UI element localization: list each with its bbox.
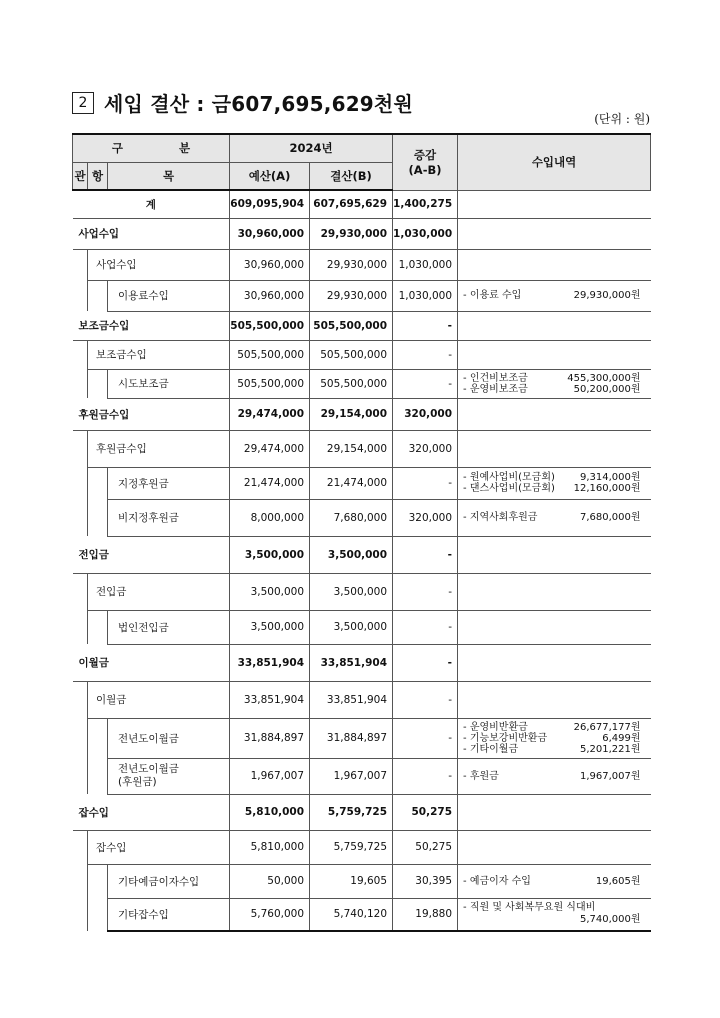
detail-name: - 인건비보조금 [463, 372, 528, 384]
header-change-label: 증감 [413, 148, 437, 163]
detail-line [463, 771, 651, 782]
header-gubun: 구 분 [73, 134, 230, 162]
details-cell [458, 430, 651, 467]
detail-amount: 5,201,221원 [579, 743, 641, 755]
detail-name: - 직원 및 사회복무요원 식대비 [463, 902, 596, 914]
settlement-cell: 33,851,904 [310, 681, 393, 718]
details-cell [458, 573, 651, 610]
total-settlement: 607,695,629 [310, 190, 393, 218]
settlement-cell: 29,930,000 [310, 280, 393, 311]
indent-cell [73, 898, 88, 931]
budget-cell: 1,967,007 [230, 758, 310, 794]
hang-label: 잡수입 [88, 830, 230, 864]
gwan-label: 이월금 [73, 644, 230, 681]
header-settlement: 결산(B) [310, 162, 393, 190]
gwan-label: 잡수입 [73, 794, 230, 830]
detail-amount: 9,314,000원 [579, 472, 641, 483]
indent-cell [73, 718, 88, 758]
detail-line [463, 744, 651, 755]
details-cell [458, 758, 651, 794]
details-cell [458, 249, 651, 280]
diff-cell: - [393, 340, 458, 369]
indent-cell [73, 430, 88, 467]
gwan-label: 전입금 [73, 536, 230, 573]
indent-cell [73, 280, 88, 311]
settlement-cell: 505,500,000 [310, 369, 393, 398]
budget-cell: 21,474,000 [230, 467, 310, 499]
table-row [73, 369, 651, 398]
details-cell [458, 311, 651, 340]
detail-line [463, 876, 651, 887]
detail-amount: 29,930,000원 [573, 290, 641, 301]
total-budget: 609,095,904 [230, 190, 310, 218]
indent-cell [73, 758, 88, 794]
settlement-cell: 29,154,000 [310, 430, 393, 467]
mok-label [108, 758, 230, 794]
gwan-label: 후원금수입 [73, 398, 230, 430]
detail-amount: 19,605원 [595, 875, 641, 887]
detail-name: - 기능보강비반환금 [463, 732, 548, 744]
unit-label: (단위 : 원) [594, 112, 650, 126]
details-cell [458, 499, 651, 536]
indent-cell [88, 280, 108, 311]
total-details [458, 190, 651, 218]
details-cell [458, 218, 651, 249]
detail-line [463, 512, 651, 523]
indent-cell [88, 898, 108, 931]
mok-label: 지정후원금 [108, 467, 230, 499]
details-cell [458, 610, 651, 644]
table-row [73, 280, 651, 311]
total-row [73, 190, 651, 218]
indent-cell [73, 340, 88, 369]
details-cell [458, 280, 651, 311]
detail-name: - 지역사회후원금 [463, 512, 538, 523]
gwan-label: 사업수입 [73, 218, 230, 249]
detail-line [463, 384, 651, 395]
details-cell [458, 718, 651, 758]
mok-label: 기타예금이자수입 [108, 864, 230, 898]
detail-line [463, 722, 651, 733]
detail-amount: 455,300,000원 [567, 372, 641, 384]
settlement-cell: 5,759,725 [310, 794, 393, 830]
table-row [73, 718, 651, 758]
table-row [73, 467, 651, 499]
table-row [73, 499, 651, 536]
mok-label: 전년도이월금 [108, 718, 230, 758]
indent-cell [73, 249, 88, 280]
settlement-cell: 7,680,000 [310, 499, 393, 536]
detail-line [463, 290, 651, 301]
budget-cell: 8,000,000 [230, 499, 310, 536]
table-row [73, 340, 651, 369]
detail-name: - 운영비반환금 [463, 721, 528, 733]
details-cell [458, 864, 651, 898]
diff-cell: 320,000 [393, 430, 458, 467]
gwan-label: 보조금수입 [73, 311, 230, 340]
detail-amount: 50,200,000원 [573, 383, 641, 395]
title-text: 세입 결산 : 금607,695,629천원 [104, 92, 413, 116]
detail-amount: 1,967,007원 [579, 770, 641, 782]
details-cell [458, 340, 651, 369]
detail-amount: 26,677,177원 [573, 721, 641, 733]
budget-cell: 3,500,000 [230, 573, 310, 610]
settlement-cell: 3,500,000 [310, 610, 393, 644]
settlement-cell: 5,759,725 [310, 830, 393, 864]
indent-cell [73, 864, 88, 898]
details-cell [458, 467, 651, 499]
budget-cell: 50,000 [230, 864, 310, 898]
table-row [73, 644, 651, 681]
budget-cell: 5,760,000 [230, 898, 310, 931]
detail-line [463, 733, 651, 744]
budget-cell: 3,500,000 [230, 536, 310, 573]
mok-label: 이용료수입 [108, 280, 230, 311]
table-row [73, 536, 651, 573]
diff-cell: 50,275 [393, 794, 458, 830]
header-gwan: 관 [73, 162, 88, 190]
indent-cell [73, 681, 88, 718]
indent-cell [88, 758, 108, 794]
header-change [393, 134, 458, 190]
indent-cell [88, 467, 108, 499]
detail-amount: 7,680,000원 [579, 512, 641, 523]
table-row [73, 610, 651, 644]
table-row [73, 249, 651, 280]
budget-cell: 3,500,000 [230, 610, 310, 644]
budget-cell: 5,810,000 [230, 830, 310, 864]
indent-cell [73, 610, 88, 644]
mok-label-line2: (후원금) [118, 776, 157, 788]
budget-cell: 30,960,000 [230, 280, 310, 311]
table-row [73, 311, 651, 340]
details-cell [458, 681, 651, 718]
detail-line [463, 373, 651, 384]
revenue-settlement-table [72, 133, 651, 932]
diff-cell: 1,030,000 [393, 218, 458, 249]
mok-label: 비지정후원금 [108, 499, 230, 536]
mok-label: 시도보조금 [108, 369, 230, 398]
detail-amount: 12,160,000원 [573, 483, 641, 494]
diff-cell: 30,395 [393, 864, 458, 898]
diff-cell: 50,275 [393, 830, 458, 864]
hang-label: 전입금 [88, 573, 230, 610]
diff-cell: 1,030,000 [393, 249, 458, 280]
details-cell [458, 644, 651, 681]
table-row [73, 218, 651, 249]
details-cell [458, 369, 651, 398]
header-mok: 목 [108, 162, 230, 190]
indent-cell [73, 499, 88, 536]
budget-cell: 5,810,000 [230, 794, 310, 830]
table-row [73, 430, 651, 467]
detail-line [463, 472, 651, 483]
indent-cell [88, 610, 108, 644]
total-diff: 1,400,275 [393, 190, 458, 218]
table-row [73, 864, 651, 898]
indent-cell [73, 369, 88, 398]
settlement-cell: 19,605 [310, 864, 393, 898]
diff-cell: 320,000 [393, 398, 458, 430]
details-cell [458, 398, 651, 430]
diff-cell: - [393, 681, 458, 718]
hang-label: 후원금수입 [88, 430, 230, 467]
diff-cell: - [393, 610, 458, 644]
indent-cell [88, 369, 108, 398]
diff-cell: - [393, 369, 458, 398]
indent-cell [73, 830, 88, 864]
mok-label: 법인전입금 [108, 610, 230, 644]
budget-cell: 505,500,000 [230, 340, 310, 369]
details-cell [458, 536, 651, 573]
diff-cell: 1,030,000 [393, 280, 458, 311]
header-change-formula: (A-B) [408, 163, 442, 178]
detail-amount: 6,499원 [602, 732, 641, 744]
details-cell [458, 794, 651, 830]
budget-cell: 30,960,000 [230, 218, 310, 249]
details-cell [458, 830, 651, 864]
mok-label-line1: 전년도이월금 [118, 763, 179, 775]
table-row [73, 794, 651, 830]
hang-label: 사업수입 [88, 249, 230, 280]
diff-cell: - [393, 536, 458, 573]
header-budget: 예산(A) [230, 162, 310, 190]
detail-amount: 5,740,000원 [579, 914, 641, 926]
diff-cell: - [393, 467, 458, 499]
detail-name: - 원예사업비(모금회) [463, 472, 555, 483]
diff-cell: - [393, 573, 458, 610]
settlement-cell: 505,500,000 [310, 340, 393, 369]
settlement-cell: 3,500,000 [310, 573, 393, 610]
section-number-box: 2 [72, 92, 94, 114]
header-details: 수입내역 [458, 134, 651, 190]
diff-cell: - [393, 718, 458, 758]
budget-cell: 505,500,000 [230, 311, 310, 340]
details-cell [458, 898, 651, 931]
page-title [72, 88, 413, 117]
settlement-cell: 21,474,000 [310, 467, 393, 499]
indent-cell [73, 467, 88, 499]
settlement-cell: 1,967,007 [310, 758, 393, 794]
settlement-cell: 505,500,000 [310, 311, 393, 340]
budget-cell: 505,500,000 [230, 369, 310, 398]
indent-cell [73, 573, 88, 610]
table-row [73, 898, 651, 931]
settlement-cell: 29,930,000 [310, 249, 393, 280]
detail-name: - 후원금 [463, 770, 499, 782]
table-row [73, 758, 651, 794]
table-row [73, 681, 651, 718]
total-label: 계 [73, 190, 230, 218]
settlement-cell: 33,851,904 [310, 644, 393, 681]
header-hang: 항 [88, 162, 108, 190]
table-row [73, 573, 651, 610]
header-year: 2024년 [230, 134, 393, 162]
budget-cell: 33,851,904 [230, 644, 310, 681]
settlement-cell: 31,884,897 [310, 718, 393, 758]
diff-cell: - [393, 644, 458, 681]
diff-cell: - [393, 758, 458, 794]
budget-cell: 31,884,897 [230, 718, 310, 758]
detail-name: - 기타이월금 [463, 743, 519, 755]
budget-cell: 30,960,000 [230, 249, 310, 280]
detail-line [463, 483, 651, 494]
indent-cell [88, 718, 108, 758]
hang-label: 이월금 [88, 681, 230, 718]
settlement-cell: 5,740,120 [310, 898, 393, 931]
settlement-cell: 29,930,000 [310, 218, 393, 249]
detail-name: - 댄스사업비(모금회) [463, 483, 555, 494]
settlement-cell: 3,500,000 [310, 536, 393, 573]
budget-cell: 29,474,000 [230, 430, 310, 467]
detail-name: - 예금이자 수입 [463, 875, 531, 887]
detail-name: - 운영비보조금 [463, 383, 528, 395]
settlement-cell: 29,154,000 [310, 398, 393, 430]
detail-name: - 이용료 수입 [463, 290, 522, 301]
diff-cell: 19,880 [393, 898, 458, 931]
hang-label: 보조금수입 [88, 340, 230, 369]
diff-cell: 320,000 [393, 499, 458, 536]
indent-cell [88, 864, 108, 898]
budget-cell: 29,474,000 [230, 398, 310, 430]
mok-label: 기타잡수입 [108, 898, 230, 931]
indent-cell [88, 499, 108, 536]
diff-cell: - [393, 311, 458, 340]
table-row [73, 830, 651, 864]
budget-cell: 33,851,904 [230, 681, 310, 718]
table-row [73, 398, 651, 430]
